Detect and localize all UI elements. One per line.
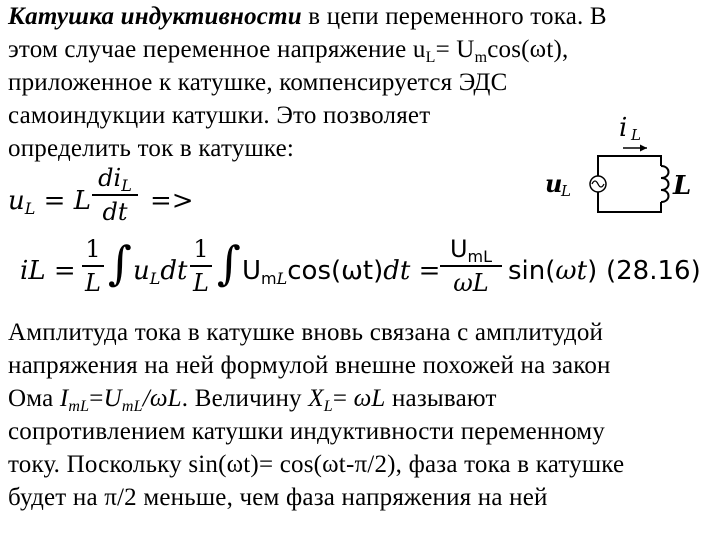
body-line-3-wl2: ωL — [353, 385, 386, 412]
formula1-lhs-u: u — [8, 186, 25, 216]
formula1-num-text: di — [98, 164, 122, 192]
formula2-equation-number: (28.16) — [606, 256, 701, 286]
formula2-integral-1: ∫ — [108, 236, 132, 290]
circuit-svg — [545, 108, 705, 218]
intro-line-2 — [8, 35, 568, 65]
intro-line-3: приложенное к катушке, компенсируется ЭДС — [8, 69, 508, 96]
formula2-tail — [508, 256, 597, 286]
body-line-3-X-sub: L — [323, 398, 333, 415]
formula2-term2-sub-L: L — [276, 269, 288, 288]
body-line-3-wl: /ωL — [142, 385, 182, 412]
formula2-tail-close: ) — [587, 256, 598, 286]
formula2-frac1-den: L — [85, 269, 101, 297]
body-line-5: току. Поскольку sin(ωt)= cos(ωt-π/2), фаза тока в катушке — [8, 451, 625, 478]
circuit-voltage-label: u — [545, 169, 563, 198]
formula2-frac3-sub: mL — [467, 247, 493, 266]
current-arrow-head — [640, 145, 647, 152]
formula1-fraction — [92, 163, 138, 227]
formula1-num-sub: L — [121, 176, 132, 195]
body-line-3-I-sub: mL — [68, 398, 90, 415]
intro-line-1-text: в цепи переменного тока. В — [301, 3, 607, 30]
body-line-3-I: I — [59, 385, 69, 412]
intro-line-5: определить ток в катушке: — [8, 135, 295, 162]
body-line-3-U-sub: mL — [121, 398, 143, 415]
formula2-term2-dt: dt = — [383, 256, 441, 286]
formula2-frac2-den: L — [193, 269, 209, 297]
intro-line-1 — [8, 2, 607, 32]
body-line-6: будет на π/2 меньше, чем фаза напряжения на ней — [8, 484, 548, 511]
body-line-3-mid: . Величину — [181, 385, 309, 412]
formula2-frac2 — [190, 234, 212, 298]
formula2-frac1 — [82, 234, 104, 298]
body-line-1: Амплитуда тока в катушке вновь связана с амплитудой — [8, 319, 604, 346]
formula1-lhs — [8, 186, 91, 216]
circuit-inductor-label: L — [673, 171, 692, 201]
formula2-frac3-den: ωL — [453, 269, 489, 297]
formula2-frac3-num — [440, 234, 502, 264]
intro-line-2-mid: = U — [435, 36, 475, 63]
intro-title: Катушка индуктивности — [8, 3, 302, 30]
formula2-tail-sin: sin( — [508, 256, 556, 286]
intro-line-2-sub: L — [425, 49, 436, 66]
circuit-wire-loop — [598, 156, 661, 212]
formula1-num — [92, 163, 138, 193]
circuit-voltage-sub: L — [561, 182, 571, 200]
formula1-eq: = L — [43, 186, 91, 216]
formula2-frac2-num: 1 — [193, 235, 209, 263]
intro-line-2-post: cos(ωt), — [487, 36, 569, 63]
formula2-term2-cos: cos(ωt) — [287, 256, 384, 286]
formula2-term1-sub: L — [149, 269, 161, 288]
body-line-3-X: X — [308, 385, 324, 412]
body-line-3-post: называют — [385, 385, 497, 412]
formula2-frac3-U: U — [449, 235, 468, 263]
body-line-3-eq2: = — [332, 385, 354, 412]
formula1-lhs-sub: L — [24, 199, 36, 218]
body-line-3-eq: = — [89, 385, 104, 412]
formula1-den: dt — [102, 198, 128, 226]
formula2-lhs: iL = — [20, 256, 76, 286]
formula2-frac3 — [440, 234, 502, 298]
circuit-current-sub: L — [631, 126, 641, 144]
formula2-integral-2: ∫ — [217, 236, 241, 290]
body-line-3 — [8, 384, 497, 414]
body-line-2: напряжения на ней формулой внешне похожей на закон — [8, 352, 611, 379]
formula2-term2-sub: m — [261, 269, 277, 288]
intro-line-2-sub2: m — [474, 49, 488, 66]
circuit-current-label: i — [619, 113, 628, 143]
formula1-arrow: => — [150, 186, 194, 216]
body-line-3-pre: Ома — [8, 385, 60, 412]
body-line-4: сопротивлением катушки индуктивности переменному — [8, 418, 606, 445]
formula2-term2 — [242, 256, 440, 286]
coil-gap — [655, 166, 667, 202]
formula2-frac2-bar — [190, 265, 212, 267]
formula2-tail-arg: ωt — [555, 256, 588, 286]
formula2-term1 — [133, 256, 187, 286]
body-line-3-U: U — [103, 385, 122, 412]
intro-line-2-text: этом случае переменное напряжение u — [8, 36, 426, 63]
formula2-frac1-num: 1 — [85, 235, 101, 263]
intro-line-4: самоиндукции катушки. Это позволяет — [8, 102, 431, 129]
formula2-term2-U: U — [242, 256, 262, 286]
formula2-term1-u: u — [133, 256, 150, 286]
inductor-circuit-diagram — [545, 108, 705, 223]
formula2-frac1-bar — [82, 265, 104, 267]
formula2-term1-dt: dt — [160, 256, 188, 286]
